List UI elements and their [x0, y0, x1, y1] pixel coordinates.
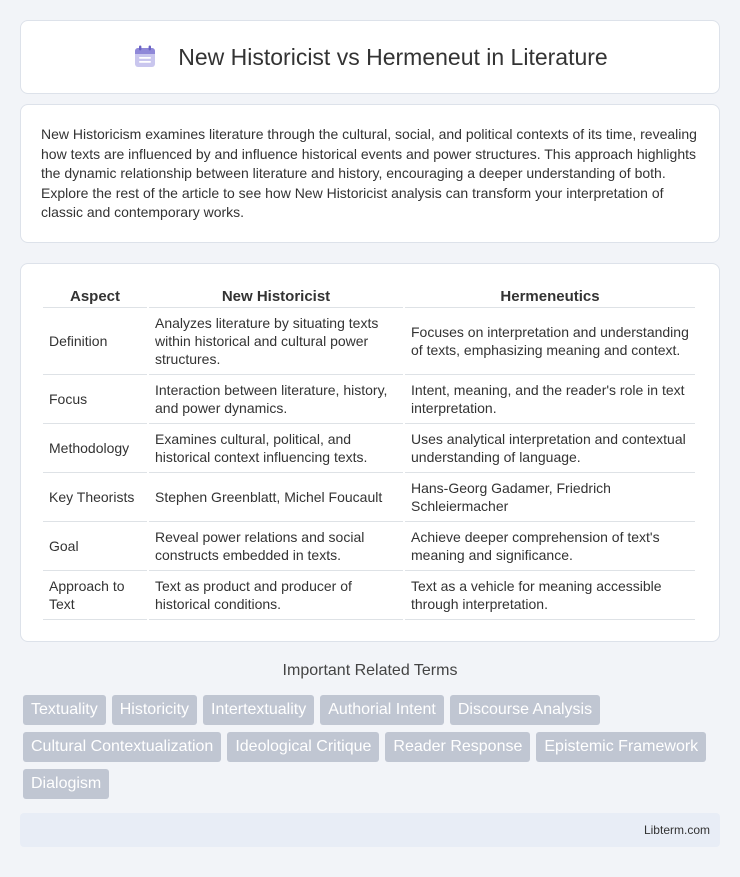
row-new-historicist: Examines cultural, political, and historical context influencing texts. [149, 424, 403, 473]
term-tag[interactable]: Authorial Intent [320, 695, 444, 725]
row-hermeneutics: Achieve deeper comprehension of text's meaning and significance. [405, 522, 695, 571]
table-row [43, 571, 695, 620]
footer-site-link[interactable]: Libterm.com [643, 823, 710, 837]
term-tag[interactable]: Dialogism [23, 769, 109, 799]
term-tag[interactable]: Cultural Contextualization [23, 732, 221, 762]
row-aspect: Key Theorists [43, 473, 147, 522]
row-new-historicist: Interaction between literature, history, and power dynamics. [149, 375, 403, 424]
header-aspect: Aspect [43, 284, 147, 308]
row-new-historicist: Text as product and producer of historical conditions. [149, 571, 403, 620]
comparison-card [20, 263, 720, 642]
intro-card [20, 104, 720, 243]
term-tag[interactable]: Discourse Analysis [450, 695, 600, 725]
term-tag[interactable]: Intertextuality [203, 695, 314, 725]
row-aspect: Definition [43, 308, 147, 375]
row-aspect: Goal [43, 522, 147, 571]
term-tag[interactable]: Ideological Critique [227, 732, 379, 762]
row-hermeneutics: Text as a vehicle for meaning accessible through interpretation. [405, 571, 695, 620]
row-aspect: Focus [43, 375, 147, 424]
row-aspect: Methodology [43, 424, 147, 473]
table-row [43, 473, 695, 522]
header-new-historicist: New Historicist [149, 284, 403, 308]
document-list-icon [132, 44, 158, 70]
row-hermeneutics: Hans-Georg Gadamer, Friedrich Schleiermacher [405, 473, 695, 522]
table-row [43, 424, 695, 473]
row-hermeneutics: Focuses on interpretation and understanding of texts, emphasizing meaning and context. [405, 308, 695, 375]
table-row [43, 375, 695, 424]
header-hermeneutics: Hermeneutics [405, 284, 695, 308]
row-hermeneutics: Intent, meaning, and the reader's role in text interpretation. [405, 375, 695, 424]
table-row [43, 522, 695, 571]
term-tag[interactable]: Epistemic Framework [536, 732, 706, 762]
comparison-table [41, 284, 697, 620]
footer [20, 813, 720, 847]
term-tag[interactable]: Reader Response [385, 732, 530, 762]
row-new-historicist: Stephen Greenblatt, Michel Foucault [149, 473, 403, 522]
row-new-historicist: Analyzes literature by situating texts within historical and cultural power structures. [149, 308, 403, 375]
table-row [43, 308, 695, 375]
term-tag[interactable]: Historicity [112, 695, 197, 725]
intro-text: New Historicism examines literature through the cultural, social, and political contexts of its time, revealing how texts are influenced by and influence historical events and power structures. This approach highlights the dynamic relationship between literature and history, encouraging a deeper understanding of both. Explore the rest of the article to see how New Historicist analysis can transform your interpretation of classic and contemporary works. [41, 126, 697, 221]
row-new-historicist: Reveal power relations and social constructs embedded in texts. [149, 522, 403, 571]
related-terms-title: Important Related Terms [282, 662, 458, 679]
header-card [20, 20, 720, 94]
term-tag[interactable]: Textuality [23, 695, 106, 725]
row-hermeneutics: Uses analytical interpretation and contextual understanding of language. [405, 424, 695, 473]
row-aspect: Approach to Text [43, 571, 147, 620]
page-title: New Historicist vs Hermeneut in Literature [178, 43, 608, 70]
table-header-row [43, 284, 695, 308]
related-terms-list [23, 695, 723, 806]
